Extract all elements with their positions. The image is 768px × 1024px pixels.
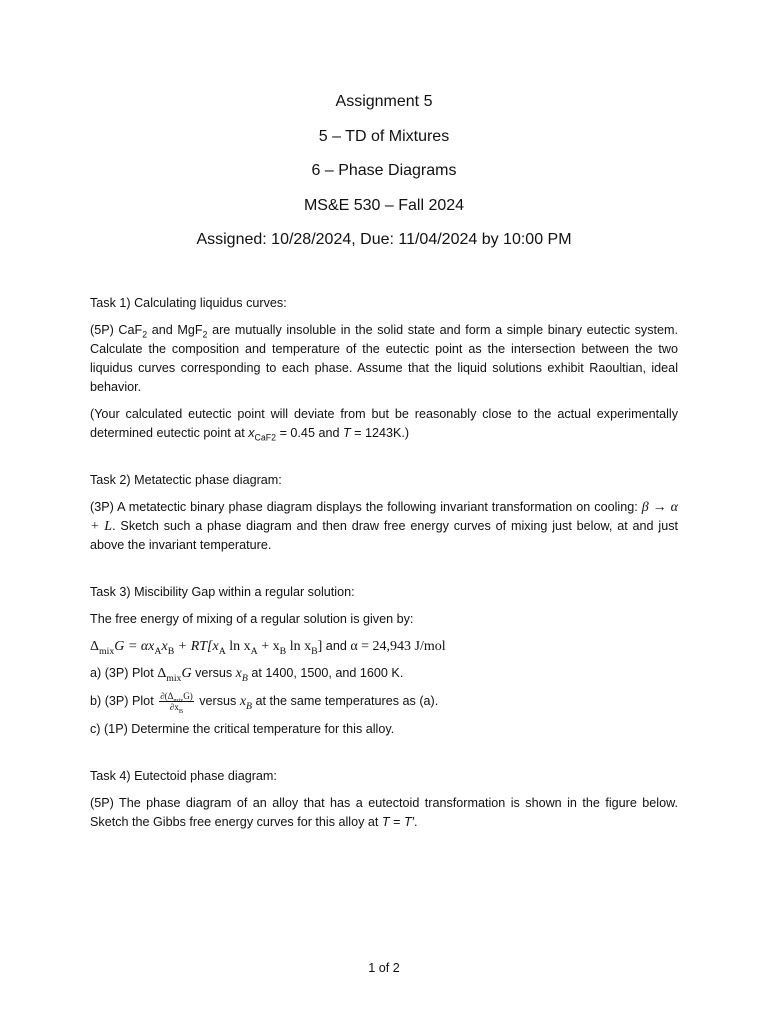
- task2-text: (3P) A metatectic binary phase diagram displays the following invariant transformation on cooling: β → α + L. Sketch such a phase diagram and then draw free energy curves of mixing just below, at and just above the invariant temperature.: [90, 500, 679, 552]
- task3-heading: Task 3) Miscibility Gap within a regular solution:: [90, 585, 355, 599]
- task3-part-a: a) (3P) Plot $\Delta_{mix}G$ versus $x_B$ at 1400, 1500, and 1600 K.: [90, 666, 404, 684]
- topic-mixtures: 5 – TD of Mixtures: [318, 127, 450, 145]
- course-line: MS&E 530 – Fall 2024: [303, 196, 465, 214]
- topic-phase-diagrams: 6 – Phase Diagrams: [311, 162, 457, 179]
- task1-text: (5P) CaF$_2$ and MgF$_2$ are mutually insoluble in the solid state and form a simple binary eutectic system. Calculate the composition and temperature of the eutectic point as the intersection between the two liquidus curves corresponding to each phase. Assume that the liquid solutions exhibit Raoultian, ideal behavior.: [90, 323, 678, 394]
- task3-intro: The free energy of mixing of a regular solution is given by:: [90, 612, 414, 626]
- task3-part-c: c) (1P) Determine the critical temperature for this alloy.: [90, 722, 395, 736]
- task4-text: (5P) The phase diagram of an alloy that has a eutectoid transformation is shown in the figure below. Sketch the Gibbs free energy curves for this alloy at T = T′.: [90, 796, 678, 829]
- task3-part-b: b) (3P) Plot $\frac{\partial(\Delta_{mix}G)}{\partial x_B}$ versus $x_B$ at the same temperatures as (a).: [90, 691, 439, 715]
- task3-equation: $\Delta_{mix}G = \alpha x_Ax_B + RT[x_A$ $\ln x_A + x_B$ $\ln x_B$] and α = 24,943 J/mol: [90, 639, 446, 657]
- document-header: [0, 92, 768, 265]
- task1-note: (Your calculated eutectic point will deviate from but be reasonably close to the actual experimentally determined eutectic point at $x_{CaF2} = 0.45$ and T = 1243K.): [90, 407, 678, 443]
- page-number: 1 of 2: [368, 961, 400, 975]
- task2-heading: Task 2) Metatectic phase diagram:: [90, 473, 282, 487]
- partial-derivative-fraction: $\frac{\partial(\Delta_{mix}G)}{\partial x_B}$: [160, 691, 193, 715]
- assignment-title: Assignment 5: [335, 93, 433, 110]
- document-body: [90, 294, 678, 840]
- task4-heading: Task 4) Eutectoid phase diagram:: [90, 769, 277, 783]
- task1-heading: Task 1) Calculating liquidus curves:: [90, 296, 287, 310]
- dates-line: Assigned: 10/28/2024, Due: 11/04/2024 by 10:00 PM: [196, 231, 572, 248]
